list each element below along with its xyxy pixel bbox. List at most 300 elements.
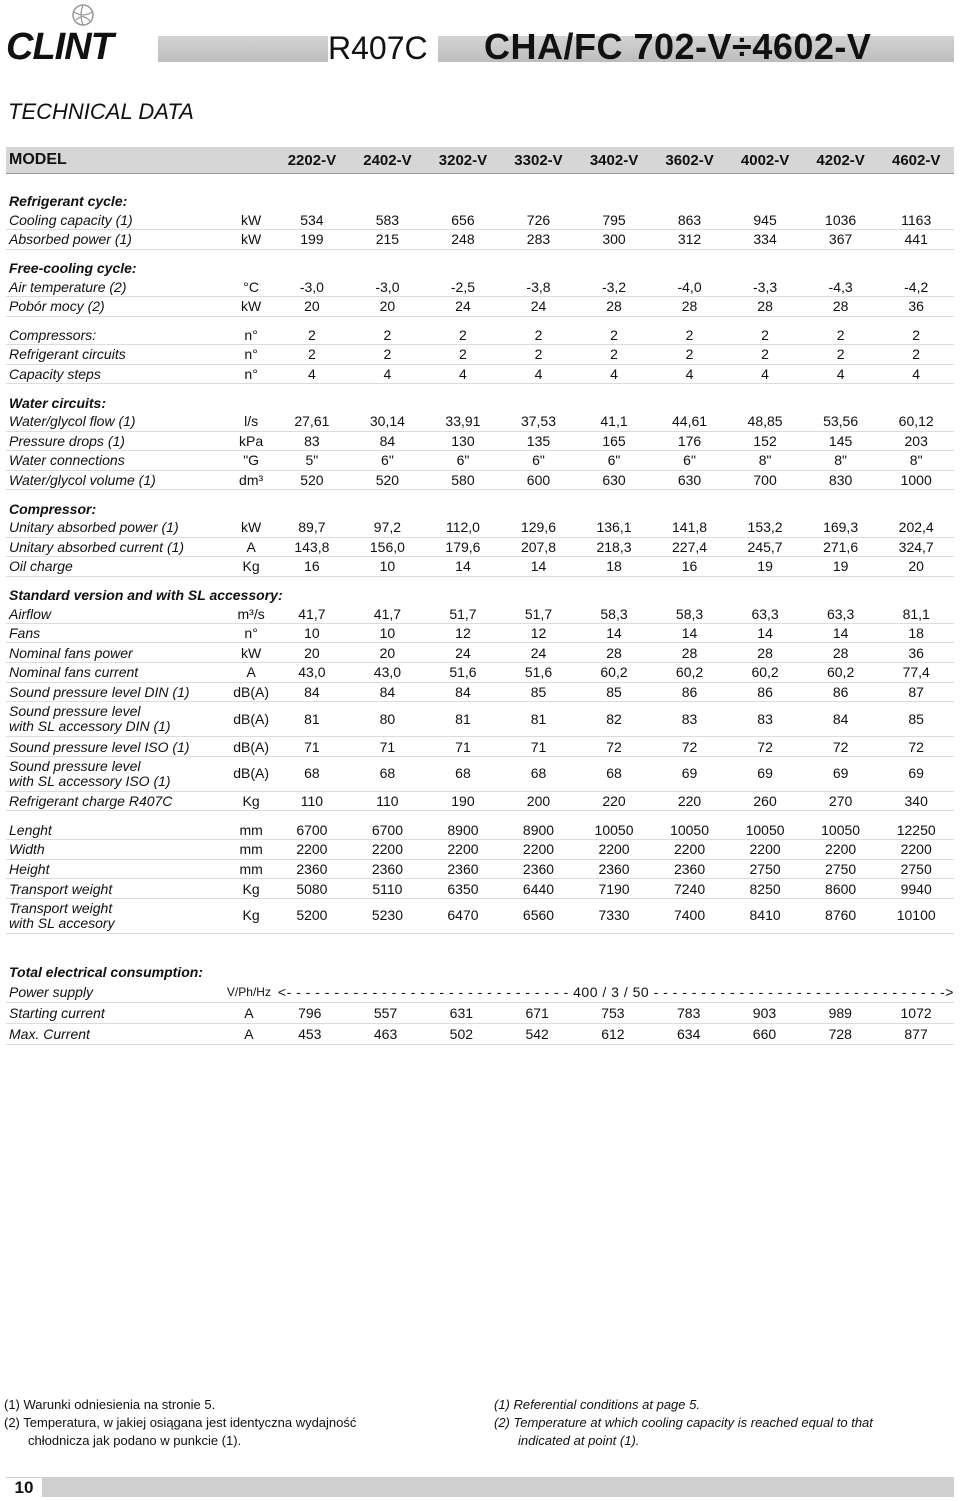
model-column-header: 2402-V xyxy=(363,151,412,169)
value-cell: 6" xyxy=(350,451,426,471)
value-cell: 82 xyxy=(576,702,652,737)
value-cell: 8900 xyxy=(501,820,577,839)
value-cell: 41,1 xyxy=(576,412,652,431)
row-unit: kW xyxy=(228,230,274,250)
row-unit: n° xyxy=(228,623,274,643)
value-cell: 85 xyxy=(501,682,577,702)
value-cell: 2 xyxy=(350,345,426,365)
value-cell: 2 xyxy=(576,326,652,345)
value-cell: 18 xyxy=(878,623,954,643)
value-cell: 28 xyxy=(727,296,803,316)
value-cell: 28 xyxy=(652,643,728,663)
table-row xyxy=(6,820,954,839)
row-label-line2: with SL accessory ISO (1) xyxy=(9,772,171,789)
value-cell: 6440 xyxy=(501,879,577,899)
row-label xyxy=(6,898,228,933)
row-unit: dB(A) xyxy=(228,737,274,757)
value-cell: 367 xyxy=(803,230,879,250)
row-label: Fans xyxy=(6,623,228,643)
brand-name: CLINT xyxy=(6,26,113,68)
value-cell: 6560 xyxy=(501,898,577,933)
value-cell: 903 xyxy=(727,1003,803,1024)
spacer-row xyxy=(6,316,954,326)
value-cell: 60,2 xyxy=(727,663,803,683)
value-cell: 877 xyxy=(878,1024,954,1045)
row-unit: Kg xyxy=(228,557,274,577)
model-column-header: 2202-V xyxy=(287,151,337,169)
value-cell: 5110 xyxy=(350,879,426,899)
table-row xyxy=(6,859,954,879)
value-cell: 634 xyxy=(651,1024,727,1045)
model-label: MODEL xyxy=(9,151,67,168)
value-cell: 6350 xyxy=(425,879,501,899)
value-cell: 10050 xyxy=(652,820,728,839)
value-cell: 453 xyxy=(272,1024,348,1045)
value-cell: 4 xyxy=(652,364,728,384)
value-cell: 2750 xyxy=(727,859,803,879)
value-cell: 84 xyxy=(425,682,501,702)
value-cell: 69 xyxy=(652,756,728,791)
value-cell: 19 xyxy=(803,557,879,577)
electrical-consumption-table xyxy=(6,962,954,1045)
row-label-line2: with SL accessory DIN (1) xyxy=(9,718,171,735)
value-cell: 2 xyxy=(425,326,501,345)
power-supply-row xyxy=(6,982,954,1003)
value-cell: 2360 xyxy=(274,859,350,879)
value-cell: 72 xyxy=(652,737,728,757)
value-cell: 600 xyxy=(501,470,577,490)
value-cell: 43,0 xyxy=(350,663,426,683)
value-cell: 4 xyxy=(576,364,652,384)
value-cell: 20 xyxy=(274,643,350,663)
value-cell: 69 xyxy=(727,756,803,791)
unit-header-cell xyxy=(228,147,274,173)
value-cell: 207,8 xyxy=(501,537,577,557)
row-label: Width xyxy=(6,840,228,860)
value-cell: 33,91 xyxy=(425,412,501,431)
value-cell: 2 xyxy=(652,326,728,345)
value-cell: 153,2 xyxy=(727,518,803,537)
value-cell: 71 xyxy=(425,737,501,757)
value-cell: 83 xyxy=(274,431,350,451)
table-row xyxy=(6,663,954,683)
spacer-cell xyxy=(6,316,954,326)
value-cell: 68 xyxy=(576,756,652,791)
value-cell: 37,53 xyxy=(501,412,577,431)
row-unit: dB(A) xyxy=(228,756,274,791)
section-title: TECHNICAL DATA xyxy=(8,99,194,124)
table-row xyxy=(6,211,954,230)
value-cell: 2 xyxy=(878,345,954,365)
value-cell: 145 xyxy=(803,431,879,451)
row-unit: "G xyxy=(228,451,274,471)
table-row xyxy=(6,643,954,663)
value-cell: 4 xyxy=(803,364,879,384)
value-cell: 41,7 xyxy=(350,604,426,623)
spacer-row xyxy=(6,811,954,821)
value-cell: 5200 xyxy=(274,898,350,933)
value-cell: 36 xyxy=(878,643,954,663)
table-row xyxy=(6,557,954,577)
value-cell: 81 xyxy=(501,702,577,737)
value-cell: 227,4 xyxy=(652,537,728,557)
table-row xyxy=(6,737,954,757)
section-row xyxy=(6,586,954,605)
row-label: Sound pressure level ISO (1) xyxy=(6,737,228,757)
table-row xyxy=(6,296,954,316)
value-cell: -4,3 xyxy=(803,277,879,296)
table-row xyxy=(6,623,954,643)
row-unit: kPa xyxy=(228,431,274,451)
section-row xyxy=(6,192,954,211)
value-cell: 87 xyxy=(878,682,954,702)
value-cell: 24 xyxy=(425,296,501,316)
value-cell: 2 xyxy=(727,326,803,345)
section-row xyxy=(6,962,954,982)
value-cell: 2 xyxy=(425,345,501,365)
clint-logo xyxy=(6,20,156,66)
value-cell: 2200 xyxy=(501,840,577,860)
value-cell: 152 xyxy=(727,431,803,451)
value-cell: 2 xyxy=(576,345,652,365)
table-row xyxy=(6,277,954,296)
value-cell: 4 xyxy=(878,364,954,384)
value-cell: 69 xyxy=(878,756,954,791)
value-cell: 60,2 xyxy=(803,663,879,683)
value-cell: 83 xyxy=(652,702,728,737)
value-cell: 10100 xyxy=(878,898,954,933)
value-cell: 334 xyxy=(727,230,803,250)
row-label: Lenght xyxy=(6,820,228,839)
model-column-header: 4002-V xyxy=(740,151,790,169)
value-cell: 135 xyxy=(501,431,577,451)
value-cell: -3,0 xyxy=(274,277,350,296)
value-cell: 179,6 xyxy=(425,537,501,557)
row-label: Water connections xyxy=(6,451,228,471)
row-label: Refrigerant circuits xyxy=(6,345,228,365)
row-unit: A xyxy=(228,663,274,683)
value-cell: 84 xyxy=(350,431,426,451)
value-cell: 200 xyxy=(501,791,577,811)
row-unit: l/s xyxy=(228,412,274,431)
row-unit: A xyxy=(226,1024,272,1045)
row-label: Sound pressure level DIN (1) xyxy=(6,682,228,702)
value-cell: 16 xyxy=(274,557,350,577)
value-cell: -3,2 xyxy=(576,277,652,296)
ball-logo-icon xyxy=(72,4,94,26)
value-cell: 141,8 xyxy=(652,518,728,537)
model-column-header: 3402-V xyxy=(589,151,639,169)
value-cell: 71 xyxy=(274,737,350,757)
spacer-cell xyxy=(6,249,954,259)
value-cell: 27,61 xyxy=(274,412,350,431)
refrigerant-type: R407C xyxy=(328,30,428,66)
value-cell: 215 xyxy=(350,230,426,250)
value-cell: 20 xyxy=(878,557,954,577)
value-cell: 728 xyxy=(802,1024,878,1045)
row-unit: Kg xyxy=(228,879,274,899)
value-cell: 7190 xyxy=(576,879,652,899)
value-cell: 18 xyxy=(576,557,652,577)
value-cell: 2 xyxy=(350,326,426,345)
value-cell: 2200 xyxy=(878,840,954,860)
table-row xyxy=(6,1003,954,1024)
value-cell: 10050 xyxy=(803,820,879,839)
value-cell: 9940 xyxy=(878,879,954,899)
value-cell: 28 xyxy=(803,296,879,316)
value-cell: -3,3 xyxy=(727,277,803,296)
value-cell: 218,3 xyxy=(576,537,652,557)
value-cell: 2 xyxy=(501,345,577,365)
section-row xyxy=(6,393,954,412)
value-cell: -4,2 xyxy=(878,277,954,296)
page-number: 10 xyxy=(6,1478,42,1498)
value-cell: 81 xyxy=(274,702,350,737)
value-cell: 53,56 xyxy=(803,412,879,431)
row-unit: m³/s xyxy=(228,604,274,623)
value-cell: 44,61 xyxy=(652,412,728,431)
value-cell: 165 xyxy=(576,431,652,451)
value-cell: 28 xyxy=(652,296,728,316)
value-cell: 10 xyxy=(274,623,350,643)
value-cell: 2200 xyxy=(803,840,879,860)
value-cell: 520 xyxy=(274,470,350,490)
row-label xyxy=(6,702,228,737)
table-row xyxy=(6,451,954,471)
row-unit: n° xyxy=(228,345,274,365)
section-heading: Water circuits: xyxy=(9,394,106,411)
value-cell: 72 xyxy=(576,737,652,757)
value-cell: 112,0 xyxy=(425,518,501,537)
value-cell: 580 xyxy=(425,470,501,490)
value-cell: 1072 xyxy=(878,1003,954,1024)
value-cell: 2200 xyxy=(274,840,350,860)
value-cell: 86 xyxy=(803,682,879,702)
technical-data-table xyxy=(6,192,954,934)
value-cell: 68 xyxy=(350,756,426,791)
value-cell: 248 xyxy=(425,230,501,250)
value-cell: 36 xyxy=(878,296,954,316)
value-cell: 14 xyxy=(803,623,879,643)
value-cell: 6" xyxy=(425,451,501,471)
row-unit: dm³ xyxy=(228,470,274,490)
value-cell: 1000 xyxy=(878,470,954,490)
value-cell: 51,7 xyxy=(425,604,501,623)
value-cell: 10 xyxy=(350,623,426,643)
value-cell: 4 xyxy=(425,364,501,384)
value-cell: 2200 xyxy=(727,840,803,860)
value-cell: 245,7 xyxy=(727,537,803,557)
value-cell: 220 xyxy=(576,791,652,811)
value-cell: 340 xyxy=(878,791,954,811)
value-cell: 220 xyxy=(652,791,728,811)
value-cell: 30,14 xyxy=(350,412,426,431)
section-row xyxy=(6,259,954,278)
value-cell: 24 xyxy=(501,643,577,663)
row-label: Unitary absorbed power (1) xyxy=(6,518,228,537)
section-row xyxy=(6,499,954,518)
value-cell: 84 xyxy=(803,702,879,737)
value-cell: 542 xyxy=(499,1024,575,1045)
footnote-pl-3: chłodnicza jak podano w punkcie (1). xyxy=(28,1433,242,1448)
value-cell: 20 xyxy=(350,296,426,316)
row-unit: Kg xyxy=(228,791,274,811)
footnote-pl-1: (1) Warunki odniesienia na stronie 5. xyxy=(4,1397,216,1412)
footnote-en-1: (1) Referential conditions at page 5. xyxy=(494,1397,700,1412)
row-label xyxy=(6,756,228,791)
series-title: CHA/FC 702-V÷4602-V xyxy=(484,26,872,67)
value-cell: 2750 xyxy=(878,859,954,879)
value-cell: 28 xyxy=(576,296,652,316)
value-cell: 84 xyxy=(274,682,350,702)
table-row xyxy=(6,326,954,345)
value-cell: 7330 xyxy=(576,898,652,933)
value-cell: 4 xyxy=(501,364,577,384)
row-label: Air temperature (2) xyxy=(6,277,228,296)
model-column-header: 4202-V xyxy=(816,151,865,169)
value-cell: 796 xyxy=(272,1003,348,1024)
value-cell: 81 xyxy=(425,702,501,737)
spacer-cell xyxy=(6,811,954,821)
table-row xyxy=(6,345,954,365)
value-cell: 14 xyxy=(727,623,803,643)
model-header-bar xyxy=(6,147,954,174)
row-unit: n° xyxy=(228,364,274,384)
value-cell: 14 xyxy=(425,557,501,577)
row-unit: dB(A) xyxy=(228,682,274,702)
value-cell: 8" xyxy=(878,451,954,471)
value-cell: 520 xyxy=(350,470,426,490)
row-unit: kW xyxy=(228,518,274,537)
value-cell: 630 xyxy=(652,470,728,490)
model-column-header: 3602-V xyxy=(665,151,714,169)
header-band-left xyxy=(158,36,328,62)
table-row xyxy=(6,230,954,250)
row-unit: n° xyxy=(228,326,274,345)
section-heading: Compressor: xyxy=(9,500,97,517)
value-cell: 2360 xyxy=(425,859,501,879)
row-label: Pobór mocy (2) xyxy=(6,296,228,316)
value-cell: 6700 xyxy=(274,820,350,839)
value-cell: 83 xyxy=(727,702,803,737)
table-row xyxy=(6,898,954,933)
row-unit: A xyxy=(226,1003,272,1024)
value-cell: 51,6 xyxy=(425,663,501,683)
value-cell: 8410 xyxy=(727,898,803,933)
value-cell: 130 xyxy=(425,431,501,451)
value-cell: 28 xyxy=(803,643,879,663)
value-cell: 190 xyxy=(425,791,501,811)
value-cell: 726 xyxy=(501,211,577,230)
value-cell: 795 xyxy=(576,211,652,230)
row-unit: dB(A) xyxy=(228,702,274,737)
value-cell: 830 xyxy=(803,470,879,490)
value-cell: 60,2 xyxy=(652,663,728,683)
value-cell: 58,3 xyxy=(652,604,728,623)
section-heading: Standard version and with SL accessory: xyxy=(9,586,283,603)
value-cell: 60,2 xyxy=(576,663,652,683)
value-cell: 7240 xyxy=(652,879,728,899)
value-cell: 2 xyxy=(652,345,728,365)
table-row xyxy=(6,682,954,702)
value-cell: 24 xyxy=(501,296,577,316)
value-cell: 2360 xyxy=(652,859,728,879)
row-unit: °C xyxy=(228,277,274,296)
value-cell: 8250 xyxy=(727,879,803,899)
value-cell: 2 xyxy=(274,326,350,345)
table-row xyxy=(6,840,954,860)
spacer-row xyxy=(6,249,954,259)
value-cell: 441 xyxy=(878,230,954,250)
footnotes-english xyxy=(494,1396,954,1450)
table-row xyxy=(6,518,954,537)
value-cell: 63,3 xyxy=(803,604,879,623)
value-cell: 19 xyxy=(727,557,803,577)
value-cell: 283 xyxy=(501,230,577,250)
footnote-en-2: (2) Temperature at which cooling capacity is reached equal to that xyxy=(494,1415,873,1430)
value-cell: 2200 xyxy=(652,840,728,860)
value-cell: 68 xyxy=(501,756,577,791)
table-row xyxy=(6,879,954,899)
value-cell: 463 xyxy=(348,1024,424,1045)
table-row xyxy=(6,470,954,490)
row-unit: kW xyxy=(228,643,274,663)
power-supply-unit: V/Ph/Hz xyxy=(226,982,272,1003)
row-label: Nominal fans power xyxy=(6,643,228,663)
value-cell: 8" xyxy=(727,451,803,471)
section-heading: Refrigerant cycle: xyxy=(9,193,128,210)
value-cell: 5230 xyxy=(350,898,426,933)
value-cell: 945 xyxy=(727,211,803,230)
value-cell: 16 xyxy=(652,557,728,577)
value-cell: 8760 xyxy=(803,898,879,933)
value-cell: 2360 xyxy=(576,859,652,879)
table-row xyxy=(6,364,954,384)
row-unit: mm xyxy=(228,820,274,839)
value-cell: 989 xyxy=(802,1003,878,1024)
row-unit: A xyxy=(228,537,274,557)
value-cell: 6700 xyxy=(350,820,426,839)
value-cell: 656 xyxy=(425,211,501,230)
value-cell: 86 xyxy=(727,682,803,702)
value-cell: 72 xyxy=(727,737,803,757)
table-row xyxy=(6,1024,954,1045)
row-label: Max. Current xyxy=(6,1024,226,1045)
row-label: Cooling capacity (1) xyxy=(6,211,228,230)
row-label-line2: with SL accesory xyxy=(9,914,115,931)
value-cell: 6470 xyxy=(425,898,501,933)
value-cell: 48,85 xyxy=(727,412,803,431)
value-cell: 660 xyxy=(727,1024,803,1045)
value-cell: 2360 xyxy=(501,859,577,879)
value-cell: 502 xyxy=(423,1024,499,1045)
spacer-row xyxy=(6,576,954,586)
value-cell: -4,0 xyxy=(652,277,728,296)
footnote-en-3: indicated at point (1). xyxy=(518,1433,640,1448)
value-cell: 129,6 xyxy=(501,518,577,537)
value-cell: 72 xyxy=(803,737,879,757)
row-label: Compressors: xyxy=(6,326,228,345)
value-cell: 20 xyxy=(274,296,350,316)
value-cell: 2 xyxy=(803,326,879,345)
value-cell: 260 xyxy=(727,791,803,811)
value-cell: 6" xyxy=(652,451,728,471)
value-cell: 69 xyxy=(803,756,879,791)
value-cell: 2200 xyxy=(425,840,501,860)
value-cell: 312 xyxy=(652,230,728,250)
table-row xyxy=(6,756,954,791)
footnotes-polish xyxy=(4,1396,474,1450)
